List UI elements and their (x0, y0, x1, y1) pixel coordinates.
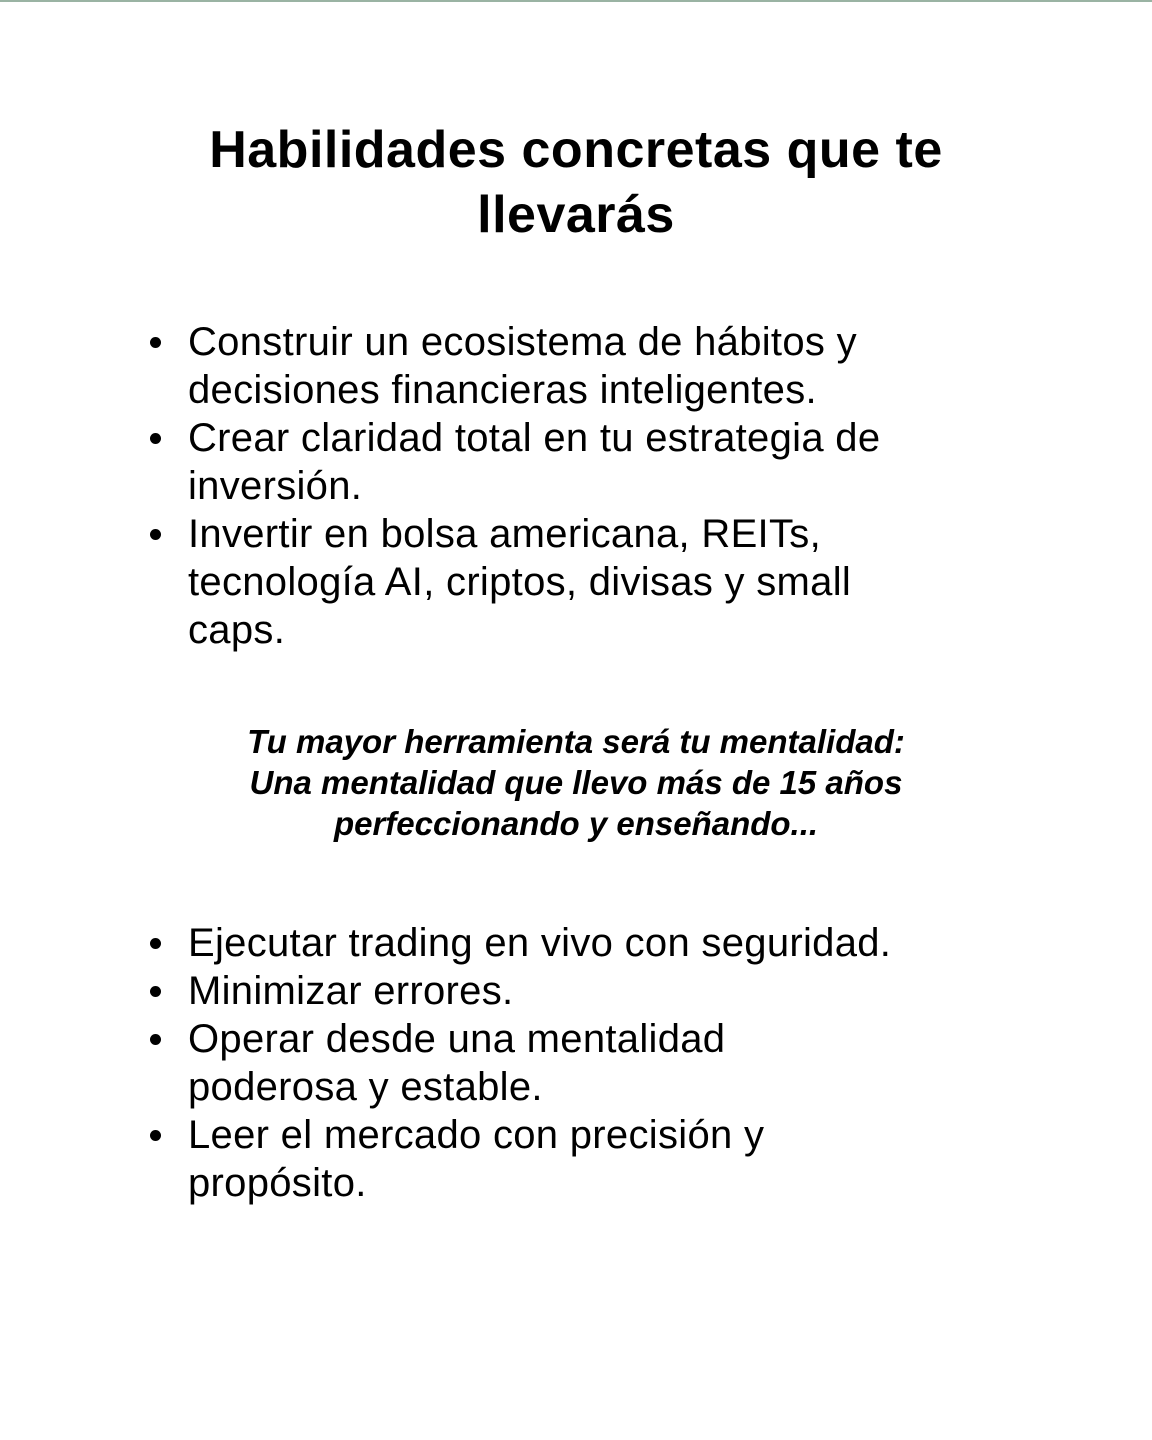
quote-line: Tu mayor herramienta será tu mentalidad: (247, 723, 905, 760)
top-border (0, 0, 1152, 2)
list-item (0, 919, 1152, 967)
title-line: Habilidades concretas que te (209, 121, 943, 179)
item-line: propósito. (188, 1161, 367, 1205)
item-line: Ejecutar trading en vivo con seguridad. (188, 921, 892, 965)
item-line: Minimizar errores. (188, 969, 514, 1013)
item-line: decisiones financieras inteligentes. (188, 368, 817, 412)
list-item (0, 510, 1152, 654)
item-line: Operar desde una mentalidad (188, 1017, 726, 1061)
quote-line: perfeccionando y enseñando... (333, 805, 819, 842)
item-line: poderosa y estable. (188, 1065, 543, 1109)
title-line: llevarás (477, 186, 675, 244)
bullet-icon (150, 529, 161, 540)
item-line: Crear claridad total en tu estrategia de (188, 416, 881, 460)
mindset-quote (0, 721, 1152, 844)
item-line: Invertir en bolsa americana, REITs, (188, 512, 821, 556)
item-line: tecnología AI, criptos, divisas y small (188, 560, 852, 604)
list-item (0, 318, 1152, 414)
skills-list-1 (0, 318, 1152, 654)
list-item (0, 967, 1152, 1015)
bullet-icon (150, 337, 161, 348)
bullet-icon (150, 938, 161, 949)
list-item (0, 414, 1152, 510)
list-item (0, 1015, 1152, 1111)
item-line: inversión. (188, 464, 363, 508)
page-title (0, 118, 1152, 248)
item-line: Construir un ecosistema de hábitos y (188, 320, 857, 364)
quote-line: Una mentalidad que llevo más de 15 años (249, 764, 903, 801)
bullet-icon (150, 1034, 161, 1045)
bullet-icon (150, 1130, 161, 1141)
list-item (0, 1111, 1152, 1207)
item-line: Leer el mercado con precisión y (188, 1113, 765, 1157)
bullet-icon (150, 433, 161, 444)
bullet-icon (150, 986, 161, 997)
skills-list-2 (0, 919, 1152, 1207)
item-line: caps. (188, 608, 286, 652)
